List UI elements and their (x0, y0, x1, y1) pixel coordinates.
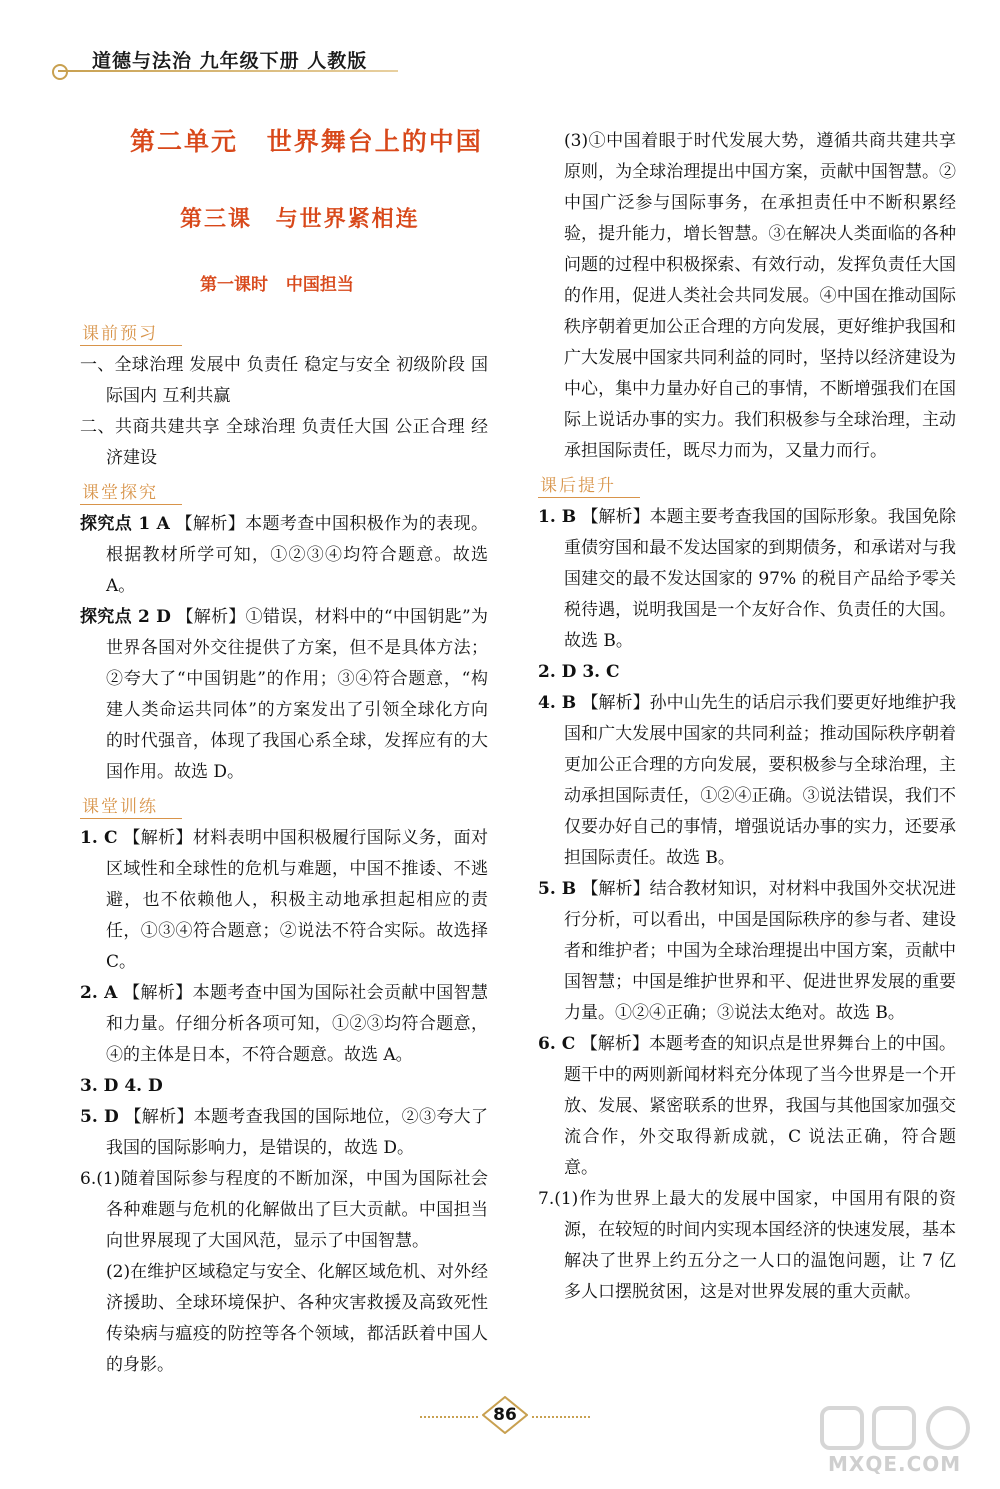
header-ornament-icon (52, 64, 68, 80)
practice-text: 【解析】材料表明中国积极履行国际义务，面对区域性和全球性的危机与难题，中国不推诿、不逃避，也不依赖他人，积极主动地承担起相应的责任，①③④符合题意；②说法不符合实际。故选择 C。 (106, 828, 489, 972)
page-number: 86 (493, 1405, 517, 1425)
practice-text: (1)随着国际参与程度的不断加深，中国为国际社会各种难题与危机的化解做出了巨大贡献。中国担当向世界展现了大国风范，显示了中国智慧。 (96, 1169, 488, 1251)
practice-item (80, 1164, 488, 1257)
after-text: 【解析】孙中山先生的话启示我们要更好地维护我国和广大发展中国家的共同利益；推动国际秩序朝着更加公正合理的方向发展，要积极参与全球治理，主动承担国际责任，①②④正确。③说法错误，我们不仅要办好自己的事情，增强说话办事的实力，还要承担国际责任。故选 B。 (564, 693, 956, 868)
unit-title: 第二单元 世界舞台上的中国 (130, 127, 483, 156)
explore-text: 【解析】本题考查中国积极作为的表现。根据教材所学可知，①②③④均符合题意。故选 A。 (106, 514, 489, 596)
after-item (538, 1184, 956, 1308)
practice-item (80, 1102, 488, 1164)
explore-item (80, 602, 488, 788)
after-lead: 7. (538, 1189, 555, 1209)
section-after: 课后提升 (538, 471, 640, 498)
after-lead: 2. D 3. C (538, 662, 620, 682)
practice-lead: 5. D (80, 1107, 119, 1127)
page-badge-icon (482, 1396, 528, 1434)
practice-item (80, 823, 488, 978)
lesson-title: 第三课 与世界紧相连 (180, 206, 420, 232)
practice-text: 【解析】本题考查中国为国际社会贡献中国智慧和力量。仔细分析各项可知，①②③均符合题意，④的主体是日本，不符合题意。故选 A。 (106, 983, 489, 1065)
explore-text: 【解析】①错误，材料中的“中国钥匙”为世界各国对外交往提供了方案，但不是具体方法；②夸大了“中国钥匙”的作用；③④符合题意，“构建人类命运共同体”的方案发出了引领全球化方向的时代强音，体现了我国心系全球，发挥应有的大国作用。故选 D。 (106, 607, 488, 782)
book-title: 道德与法治 九年级下册 人教版 (92, 50, 368, 72)
after-item (538, 657, 956, 688)
period-title: 第一课时 中国担当 (200, 275, 354, 295)
after-lead: 6. C (538, 1034, 576, 1054)
answer-logo-icon (818, 1402, 978, 1454)
preview-answer-1: 一、全球治理 发展中 负责任 稳定与安全 初级阶段 国际国内 互利共赢 (80, 355, 488, 406)
explore-lead: 探究点 2 D (80, 607, 171, 627)
explore-lead: 探究点 1 A (80, 514, 170, 534)
after-text: (1)作为世界上最大的发展中国家，中国用有限的资源，在较短的时间内实现本国经济的快速发展，基本解决了世界上约五分之一人口的温饱问题，让 7 亿多人口摆脱贫困，这是对世界发展的重大贡献。 (554, 1189, 956, 1302)
explore-item (80, 509, 488, 602)
after-text: 【解析】结合教材知识，对材料中我国外交状况进行分析，可以看出，中国是国际秩序的参与者、建设者和维护者；中国为全球治理提出中国方案，贡献中国智慧；中国是维护世界和平、促进世界发展的重要力量。①②④正确；③说法太绝对。故选 B。 (564, 879, 956, 1023)
practice-lead: 1. C (80, 828, 118, 848)
page-dots-right (532, 1416, 590, 1418)
after-item (538, 688, 956, 874)
left-column (80, 315, 488, 1381)
practice-lead: 6. (80, 1169, 97, 1189)
practice-item (80, 978, 488, 1071)
q6-part3: (3)①中国着眼于时代发展大势，遵循共商共建共享原则，为全球治理提出中国方案，贡献中国智慧。②中国广泛参与国际事务，在承担责任中不断积累经验，提升能力，增长智慧。③在解决人类面临的各种问题的过程中积极探索、有效行动，发挥负责任大国的作用，促进人类社会共同发展。④中国在推动国际秩序朝着更加公正合理的方向发展，更好维护我国和广大发展中国家共同利益的同时，坚持以经济建设为中心，集中力量办好自己的事情，不断增强我们在国际上说话办事的实力。我们积极参与全球治理，主动承担国际责任，既尽力而为，又量力而行。 (564, 131, 956, 461)
right-column (538, 126, 956, 1308)
after-item (538, 1029, 956, 1184)
after-item (538, 874, 956, 1029)
page-dots-left (420, 1416, 478, 1418)
section-preview: 课前预习 (80, 319, 182, 346)
practice-lead: 2. A (80, 983, 118, 1003)
practice-text: (2)在维护区域稳定与安全、化解区域危机、对外经济援助、全球环境保护、各种灾害救援及高致死性传染病与瘟疫的防控等各个领域，都活跃着中国人的身影。 (106, 1262, 488, 1375)
after-text: 【解析】本题考查的知识点是世界舞台上的中国。题干中的两则新闻材料充分体现了当今世界是一个开放、发展、紧密联系的世界，我国与其他国家加强交流合作，外交取得新成就，C 说法正确，符合题意。 (564, 1034, 957, 1178)
section-explore: 课堂探究 (80, 478, 182, 505)
page-number-area (420, 1394, 590, 1434)
after-text: 【解析】本题主要考查我国的国际形象。我国免除重债穷国和最不发达国家的到期债务，和承诺对与我国建交的最不发达国家的 97% 的税目产品给予零关税待遇，说明我国是一个友好合作、负责任的大国。故选 B。 (564, 507, 956, 651)
practice-item (80, 1071, 488, 1102)
section-practice: 课堂训练 (80, 792, 182, 819)
practice-text: 【解析】本题考查我国的国际地位，②③夸大了我国的国际影响力，是错误的，故选 D。 (106, 1107, 488, 1158)
after-item (538, 502, 956, 657)
preview-answer-2: 二、共商共建共享 全球治理 负责任大国 公正合理 经济建设 (80, 417, 488, 468)
practice-lead: 3. D 4. D (80, 1076, 163, 1096)
watermark-site: MXQE.COM (828, 1452, 962, 1476)
after-lead: 5. B (538, 879, 577, 899)
after-lead: 4. B (538, 693, 577, 713)
after-lead: 1. B (538, 507, 577, 527)
practice-item (80, 1257, 488, 1381)
